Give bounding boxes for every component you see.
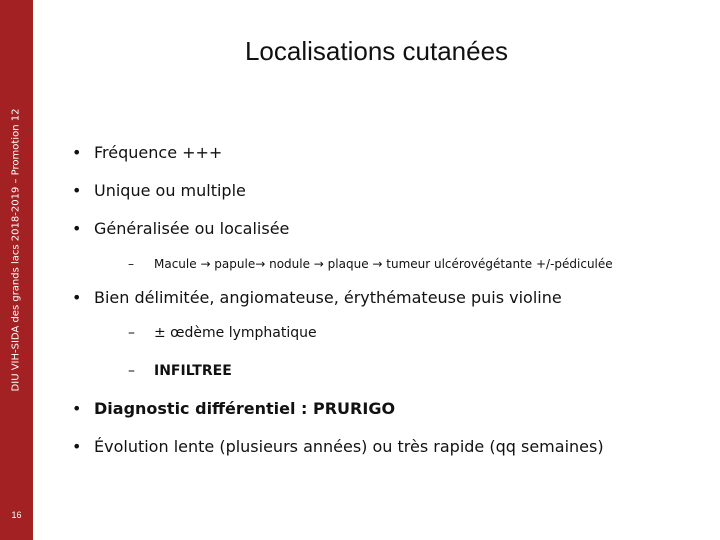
sub-bullet-item: [128, 361, 232, 381]
bullet-text: Fréquence +++: [94, 143, 223, 162]
slide-number: 16: [11, 510, 22, 520]
sub-bullet-item: [128, 323, 317, 343]
bullet-text: Évolution lente (plusieurs années) ou très rapide (qq semaines): [94, 437, 604, 456]
bullet-marker: •: [72, 288, 82, 307]
sidebar-course-label: DIU VIH-SIDA des grands lacs 2018-2019 – Promotion 12: [10, 108, 22, 392]
bullet-text: Unique ou multiple: [94, 181, 246, 200]
bullet-item: [72, 437, 604, 457]
bullet-marker: •: [72, 399, 82, 418]
bullet-marker: •: [72, 181, 82, 200]
sub-bullet-text: ± œdème lymphatique: [154, 325, 317, 341]
bullet-text: Diagnostic différentiel : PRURIGO: [94, 399, 396, 418]
bullet-marker: •: [72, 219, 82, 238]
bullet-item: [72, 143, 222, 163]
sub-bullet-item: [128, 254, 613, 274]
sub-bullet-text: Macule → papule→ nodule → plaque → tumeur ulcérovégétante +/-pédiculée: [154, 257, 613, 271]
bullet-item: [72, 181, 246, 201]
bullet-marker: •: [72, 143, 82, 162]
bullet-item: [72, 219, 289, 239]
bullet-text: Bien délimitée, angiomateuse, érythémateuse puis violine: [94, 288, 562, 307]
sub-bullet-text: INFILTREE: [154, 363, 232, 379]
slide-title: Localisations cutanées: [244, 36, 509, 66]
sub-bullet-marker: –: [128, 363, 135, 379]
bullet-item: [72, 399, 395, 419]
bullet-item: [72, 288, 562, 308]
bullet-text: Généralisée ou localisée: [94, 219, 290, 238]
bullet-marker: •: [72, 437, 82, 456]
sub-bullet-marker: –: [128, 257, 134, 271]
sub-bullet-marker: –: [128, 325, 135, 341]
